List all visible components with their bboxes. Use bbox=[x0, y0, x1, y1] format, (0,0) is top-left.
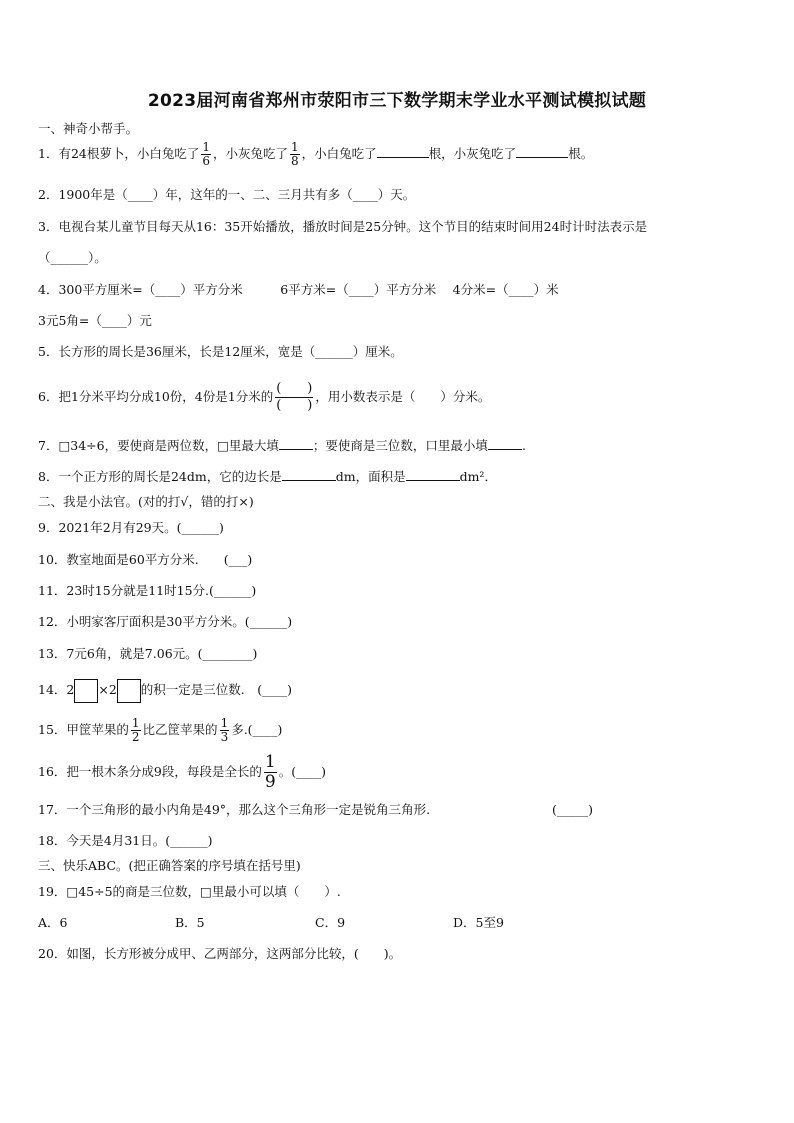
option-d[interactable]: D．5至9 bbox=[453, 915, 504, 930]
question-19: 19．□45÷5的商是三位数，□里最小可以填（ ）. bbox=[38, 884, 341, 899]
digit-box[interactable] bbox=[74, 679, 98, 703]
fraction: $\frac{1}{9}$ bbox=[264, 752, 276, 792]
question-2: 2．1900年是（____）年，这年的一、二、三月共有多（____）天。 bbox=[38, 187, 416, 202]
option-c[interactable]: C．9 bbox=[315, 915, 346, 930]
question-8: 8．一个正方形的周长是24dm，它的边长是 dm，面积是 dm²． bbox=[38, 469, 497, 484]
question-4: 4．300平方厘米=（____）平方分米 6平方米=（____）平方分米 4分米=（____）米 bbox=[38, 282, 559, 297]
answer-blank[interactable] bbox=[377, 145, 429, 158]
question-12: 12．小明家客厅面积是30平方分米。(______) bbox=[38, 614, 293, 629]
question-4-continued: 3元5角=（____）元 bbox=[38, 313, 152, 328]
question-6: 6．把1分米平均分成10份，4份是1分米的 $\frac{( )}{( )}$ ，用小数表示是（ ）分米。 bbox=[38, 381, 491, 413]
question-3: 3．电视台某儿童节目每天从16：35开始播放，播放时间是25分钟。这个节目的结束时间用24时计时法表示是 bbox=[38, 219, 648, 234]
fraction: $\frac{1}{3}$ bbox=[220, 716, 229, 744]
fraction: $\frac{1}{8}$ bbox=[291, 140, 299, 168]
question-10: 10．教室地面是60平方分米. (___) bbox=[38, 552, 253, 567]
digit-box[interactable] bbox=[117, 679, 141, 703]
fraction-blank[interactable]: $\frac{( )}{( )}$ bbox=[276, 381, 313, 413]
question-17: 17．一个三角形的最小内角是49°，那么这个三角形一定是锐角三角形. (_____) bbox=[38, 802, 594, 817]
fraction: $\frac{1}{2}$ bbox=[131, 716, 140, 744]
answer-blank[interactable] bbox=[282, 468, 336, 481]
question-20: 20．如图，长方形被分成甲、乙两部分，这两部分比较，( )。 bbox=[38, 946, 402, 961]
question-18: 18．今天是4月31日。(______) bbox=[38, 833, 213, 848]
option-a[interactable]: A．6 bbox=[38, 915, 68, 930]
page-title: 2023届河南省郑州市荥阳市三下数学期末学业水平测试模拟试题 bbox=[147, 91, 647, 111]
question-9: 9．2021年2月有29天。(______) bbox=[38, 520, 224, 535]
question-11: 11．23时15分就是11时15分.(______) bbox=[38, 583, 257, 598]
section-3-heading: 三、快乐ABC。(把正确答案的序号填在括号里) bbox=[38, 858, 301, 873]
question-1: 1．有24根萝卜，小白兔吃了 $\frac{1}{6}$ ，小灰兔吃了 $\frac{1}{8}$ ，小白兔吃了 根，小灰兔吃了 根。 bbox=[38, 140, 594, 168]
question-16: 16．把一根木条分成9段，每段是全长的 $\frac{1}{9}$ 。(____) bbox=[38, 752, 326, 792]
question-19-options bbox=[38, 914, 504, 932]
section-1-heading: 一、神奇小帮手。 bbox=[38, 121, 139, 136]
question-7: 7．□34÷6，要使商是两位数，□里最大填 ；要使商是三位数，口里最小填 . bbox=[38, 438, 526, 453]
answer-blank[interactable] bbox=[279, 437, 313, 450]
section-2-heading: 二、我是小法官。(对的打√，错的打×) bbox=[38, 494, 254, 509]
answer-blank[interactable] bbox=[406, 468, 460, 481]
question-3-answer: （______）。 bbox=[38, 250, 107, 265]
fraction: $\frac{1}{6}$ bbox=[202, 140, 210, 168]
question-13: 13．7元6角，就是7.06元。(________) bbox=[38, 646, 258, 661]
question-14: 14．2 ×2 的积一定是三位数. (____) bbox=[38, 678, 292, 703]
option-b[interactable]: B．5 bbox=[175, 915, 205, 930]
answer-blank[interactable] bbox=[488, 437, 522, 450]
answer-blank[interactable] bbox=[516, 145, 568, 158]
question-15: 15．甲筐苹果的 $\frac{1}{2}$ 比乙筐苹果的 $\frac{1}{3}$ 多.(____) bbox=[38, 716, 283, 744]
question-5: 5．长方形的周长是36厘米，长是12厘米，宽是（______）厘米。 bbox=[38, 344, 403, 359]
